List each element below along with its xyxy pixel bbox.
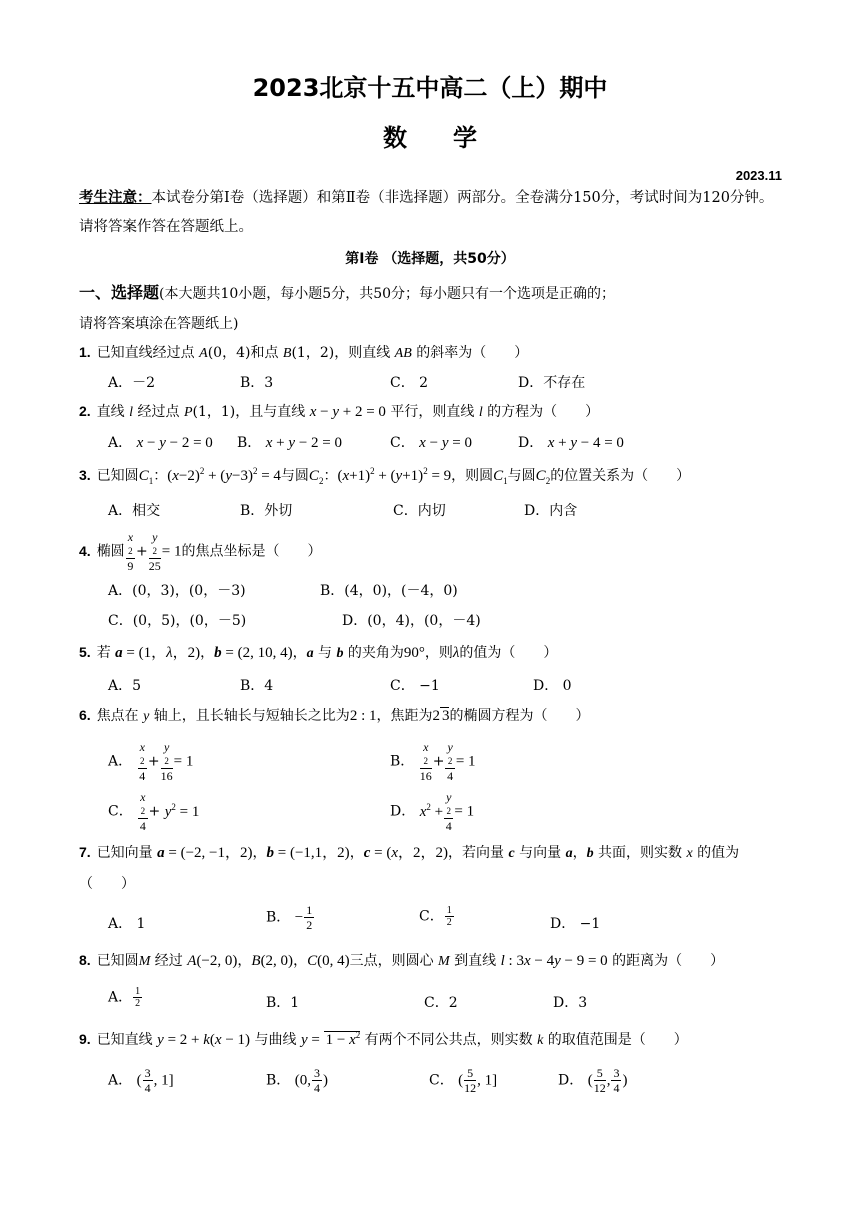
q9-option-d: D． ( $\frac{5}{12}$ , $\frac{3}{4}$ ) xyxy=(558,1066,628,1095)
q4-option-c: C．(0，5)，(0，－5) xyxy=(108,613,247,629)
q8-option-a-label: A． xyxy=(108,989,133,1006)
q3-option-a: A．相交 xyxy=(108,503,161,519)
q1-option-c: C． 2 xyxy=(390,375,429,391)
q8-option-b: B．1 xyxy=(266,995,300,1011)
q9-option-a: A． ( $\frac{3}{4}$ , 1] xyxy=(108,1066,174,1095)
q5-option-a: A．5 xyxy=(108,678,142,694)
q6-option-d: D． $x^2$ + y 2 4 = 1 xyxy=(390,790,475,833)
question-number: 7. xyxy=(79,844,91,860)
part1-heading: 第Ⅰ卷 （选择题，共50分） xyxy=(345,251,515,267)
question-number: 3. xyxy=(79,467,91,483)
question-number: 2. xyxy=(79,403,91,419)
exam-notice xyxy=(79,183,785,242)
q2-option-c: C． x − y = 0 xyxy=(390,435,472,451)
q2-option-a: A． x − y − 2 = 0 xyxy=(108,435,213,451)
question-7-answer-blank: （ ） xyxy=(79,876,135,892)
q3-option-d: D．内含 xyxy=(524,503,578,519)
q8-option-d: D．3 xyxy=(553,995,588,1011)
q9-option-c: C． ( $\frac{5}{12}$ , 1] xyxy=(429,1066,498,1095)
question-number: 8. xyxy=(79,952,91,968)
q8-option-c: C．2 xyxy=(424,995,458,1011)
exam-title: 2023北京十五中高二（上）期中 xyxy=(252,74,608,102)
section1-title: 一、选择题 xyxy=(79,283,160,302)
question-number: 5. xyxy=(79,644,91,660)
notice-text: 本试卷分第Ⅰ卷（选择题）和第Ⅱ卷（非选择题）两部分。全卷满分150分，考试时间为120分钟。请将答案作答在答题纸上。 xyxy=(79,190,774,235)
question-5: 5. 若 a = (1，λ，2)，b = (2, 10, 4)，a 与 b 的夹角为90°，则λ的值为（ ） xyxy=(79,644,558,661)
question-9: 9. 已知直线 y = 2 + k(x − 1) 与曲线 $y = 1 - x^2$ 有两个不同公共点，则实数 k 的取值范围是（ ） xyxy=(79,1030,688,1048)
q5-option-c: C． −1 xyxy=(390,678,440,694)
question-4: 4. 椭圆 x 2 9 + y 2 25 = 1的焦点坐标是（ ） xyxy=(79,530,322,573)
q7-option-c: C． $\frac{1}{2}$ xyxy=(419,905,452,928)
q4-option-b: B．(4，0)，(－4，0) xyxy=(320,583,458,599)
q1-option-a: A．－2 xyxy=(108,375,156,391)
section1-desc-line2: 请将答案填涂在答题纸上) xyxy=(79,316,239,332)
q4-option-a: A．(0，3)，(0，－3) xyxy=(108,583,246,599)
question-1: 1. 已知直线经过点 A(0，4)和点 B(1，2)，则直线 AB 的斜率为（ ） xyxy=(79,344,529,361)
section1-heading xyxy=(79,280,615,303)
question-number: 1. xyxy=(79,344,91,360)
question-number: 9. xyxy=(79,1031,91,1047)
question-3: 3. 已知圆$C_1$：$(x-2)^2 + (y-3)^2 = 4$与圆$C_2$：$(x+1)^2 + (y+1)^2 = 9$，则圆$C_1$与圆$C_2$的位置关系为（ ） xyxy=(79,466,691,486)
q3-option-b: B．外切 xyxy=(240,503,293,519)
q6-option-c: C． x 2 4 + $y^2 = 1$ xyxy=(108,790,200,833)
q7-option-d: D． −1 xyxy=(550,916,601,932)
question-number: 6. xyxy=(79,707,91,723)
exam-date: 2023.11 xyxy=(735,168,782,183)
q6-option-b: B． x 2 16 + y 2 4 = 1 xyxy=(390,740,476,783)
q7-option-a: A． 1 xyxy=(108,916,146,932)
q4-option-d: D．(0，4)，(0，－4) xyxy=(342,613,481,629)
q1-option-b: B．3 xyxy=(240,375,274,391)
question-6: 6. 焦点在 y 轴上，且长轴长与短轴长之比为2 : 1，焦距为2 3的椭圆方程为（ ） xyxy=(79,707,590,724)
question-number: 4. xyxy=(79,542,91,559)
question-2: 2. 直线 l 经过点 P(1，1)，且与直线 x − y + 2 = 0 平行，则直线 l 的方程为（ ） xyxy=(79,403,600,420)
q1-option-d: D．不存在 xyxy=(518,375,586,391)
section1-desc-line1: (本大题共10小题，每小题5分，共50分；每小题只有一个选项是正确的； xyxy=(159,286,616,302)
q9-option-b: B． (0, $\frac{3}{4}$ ) xyxy=(266,1066,328,1095)
q2-option-b: B． x + y − 2 = 0 xyxy=(237,435,342,451)
q3-option-c: C．内切 xyxy=(393,503,446,519)
q5-option-d: D． 0 xyxy=(533,678,572,694)
exam-subject: 数学 xyxy=(383,124,523,152)
q7-option-c-label: C． xyxy=(419,908,444,925)
question-7: 7. 已知向量 a = (−2, −1，2)，b = (−1,1，2)，c = (x，2，2)，若向量 c 与向量 a，b 共面，则实数 x 的值为 xyxy=(79,844,740,861)
question-8: 8. 已知圆M 经过 A(−2, 0)，B(2, 0)，C(0, 4)三点，则圆心 M 到直线 l : 3x − 4y − 9 = 0 的距离为（ ） xyxy=(79,952,725,969)
q7-option-b: B． − $\frac{1}{2}$ xyxy=(266,903,313,932)
notice-label: 考生注意： xyxy=(79,189,152,206)
q6-option-a: A． x 2 4 + y 2 16 = 1 xyxy=(108,740,194,783)
q5-option-b: B．4 xyxy=(240,678,274,694)
q8-option-a: A． $\frac{1}{2}$ xyxy=(108,986,141,1009)
q2-option-d: D． x + y − 4 = 0 xyxy=(518,435,624,451)
